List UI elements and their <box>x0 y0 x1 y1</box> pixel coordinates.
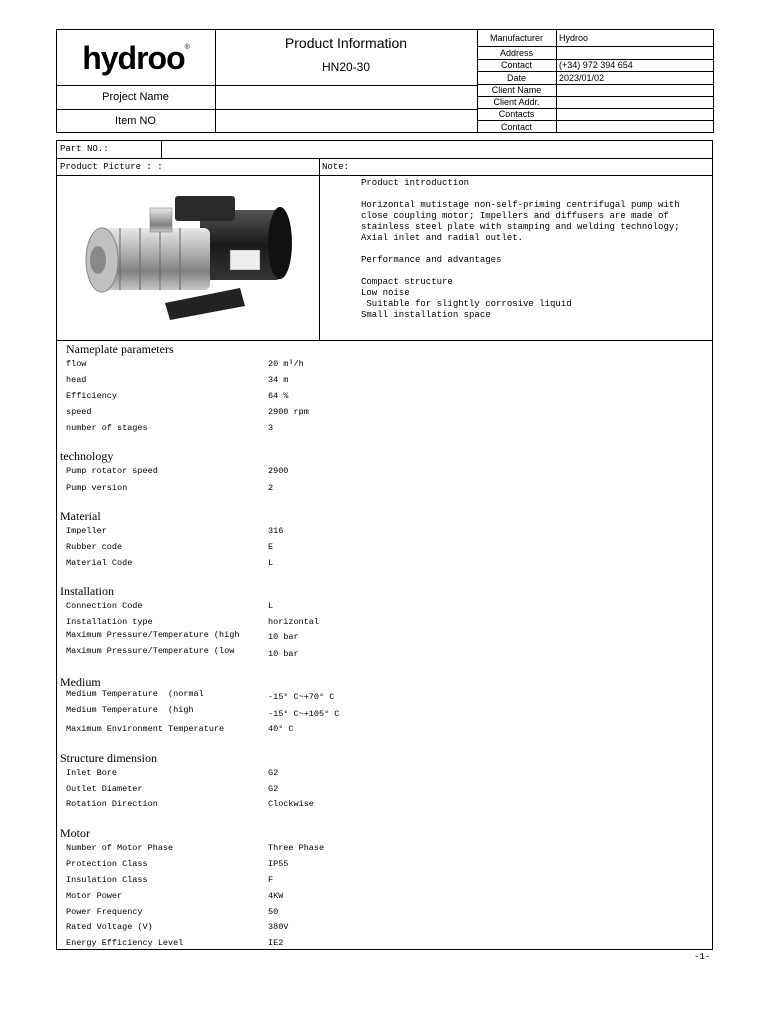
param-value: 2900 rpm <box>268 407 309 417</box>
note-line: Suitable for slightly corrosive liquid <box>361 299 572 309</box>
param-value: E <box>268 542 274 552</box>
grid-line <box>56 158 713 159</box>
param-label: Efficiency <box>66 391 118 401</box>
param-label: Medium Temperature (normal <box>66 689 204 699</box>
info-label-contact-2: Contact <box>500 121 533 132</box>
note-text <box>361 178 680 321</box>
product-picture-label: Product Picture : : <box>60 162 163 172</box>
param-value: G2 <box>268 784 279 794</box>
item-no-label: Item NO <box>115 115 156 127</box>
note-line: Performance and advantages <box>361 255 502 265</box>
param-label: Protection Class <box>66 859 148 869</box>
note-line: Compact structure <box>361 277 453 287</box>
param-label: Impeller <box>66 526 107 536</box>
info-label-client-name: Client Name <box>491 85 542 95</box>
note-line <box>361 189 680 200</box>
info-value-contact-2 <box>556 120 714 133</box>
param-value: 34 m <box>268 375 289 385</box>
note-line <box>361 266 680 277</box>
param-value: IP55 <box>268 859 289 869</box>
param-label: Maximum Pressure/Temperature (low <box>66 646 235 656</box>
note-line <box>361 244 680 255</box>
param-value: 10 bar <box>268 632 299 642</box>
info-label-address: Address <box>499 47 534 58</box>
param-label: Maximum Pressure/Temperature (high <box>66 630 240 640</box>
info-label-date: Date <box>506 72 526 83</box>
info-label-manufacturer: Manufacturer <box>489 32 544 43</box>
param-value: 380V <box>268 922 289 932</box>
info-value-client-addr <box>556 96 714 108</box>
param-value: horizontal <box>268 617 320 627</box>
param-value: 2 <box>268 483 274 493</box>
param-label: Medium Temperature (high <box>66 705 194 715</box>
param-label: Energy Efficiency Level <box>66 938 184 948</box>
param-label: Rated Voltage (V) <box>66 922 153 932</box>
param-value: 2900 <box>268 466 289 476</box>
param-label: Inlet Bore <box>66 768 118 778</box>
pump-image <box>80 188 305 328</box>
info-label-contacts: Contacts <box>498 109 535 119</box>
param-value: Clockwise <box>268 799 314 809</box>
note-line: close coupling motor; Impellers and diffusers are made of <box>361 211 669 221</box>
note-line: Axial inlet and radial outlet. <box>361 233 524 243</box>
param-value: 316 <box>268 526 284 536</box>
section-title-technology: technology <box>60 449 114 463</box>
note-line: Small installation space <box>361 310 491 320</box>
param-value: F <box>268 875 274 885</box>
product-model: HN20-30 <box>321 60 371 74</box>
param-label: Motor Power <box>66 891 123 901</box>
brand-logo: hydroo ® <box>82 39 189 76</box>
section-title-motor: Motor <box>60 826 90 840</box>
part-no-label: Part NO.: <box>60 144 109 154</box>
project-name-label: Project Name <box>102 91 169 103</box>
info-label-client-addr: Client Addr. <box>493 97 540 107</box>
page-number: -1- <box>694 952 711 962</box>
note-line: Product introduction <box>361 178 470 188</box>
grid-line <box>319 158 320 340</box>
param-label: Power Frequency <box>66 907 143 917</box>
param-value: Three Phase <box>268 843 325 853</box>
param-value: 64 % <box>268 391 289 401</box>
param-value: 10 bar <box>268 649 299 659</box>
note-line: stainless steel plate with stamping and welding technology; <box>361 222 680 232</box>
param-value: -15° C~+70° C <box>268 692 335 702</box>
section-title-structure: Structure dimension <box>60 751 157 765</box>
param-value: 20 m³/h <box>268 359 304 369</box>
grid-line <box>56 340 713 341</box>
param-label: Insulation Class <box>66 875 148 885</box>
param-value: 4KW <box>268 891 284 901</box>
param-label: Installation type <box>66 617 153 627</box>
param-label: flow <box>66 359 87 369</box>
param-value: G2 <box>268 768 279 778</box>
param-label: Connection Code <box>66 601 143 611</box>
param-label: number of stages <box>66 423 148 433</box>
param-value: IE2 <box>268 938 284 948</box>
note-line: Horizontal mutistage non-self-priming centrifugal pump with <box>361 200 680 210</box>
param-label: Maximum Environment Temperature <box>66 724 225 734</box>
param-label: head <box>66 375 87 385</box>
param-value: L <box>268 601 274 611</box>
param-label: Rotation Direction <box>66 799 158 809</box>
info-value-manufacturer: Hydroo <box>559 32 589 43</box>
info-value-contacts <box>556 108 714 120</box>
param-value: 50 <box>268 907 279 917</box>
info-value-address <box>556 46 714 59</box>
grid-line <box>56 175 713 176</box>
param-label: Rubber code <box>66 542 123 552</box>
param-value: 40° C <box>268 724 294 734</box>
info-value-date: 2023/01/02 <box>559 72 605 83</box>
param-value: -15° C~+105° C <box>268 709 340 719</box>
info-label-contact: Contact <box>500 60 533 70</box>
param-label: Material Code <box>66 558 133 568</box>
info-value-client-name <box>556 84 714 96</box>
section-title-material: Material <box>60 509 101 523</box>
param-value: 3 <box>268 423 274 433</box>
grid-line <box>161 140 162 158</box>
param-label: Number of Motor Phase <box>66 843 174 853</box>
note-label: Note: <box>322 162 350 172</box>
document-title: Product Information <box>284 35 408 51</box>
param-label: Pump version <box>66 483 128 493</box>
param-value: L <box>268 558 274 568</box>
info-value-contact: (+34) 972 394 654 <box>559 60 633 70</box>
param-label: Pump rotator speed <box>66 466 158 476</box>
section-title-installation: Installation <box>60 584 114 598</box>
logo-text: hydroo <box>82 39 185 76</box>
section-title-nameplate: Nameplate parameters <box>66 342 174 356</box>
param-label: speed <box>66 407 92 417</box>
section-title-medium: Medium <box>60 675 101 689</box>
param-label: Outlet Diameter <box>66 784 143 794</box>
note-line: Low noise <box>361 288 410 298</box>
